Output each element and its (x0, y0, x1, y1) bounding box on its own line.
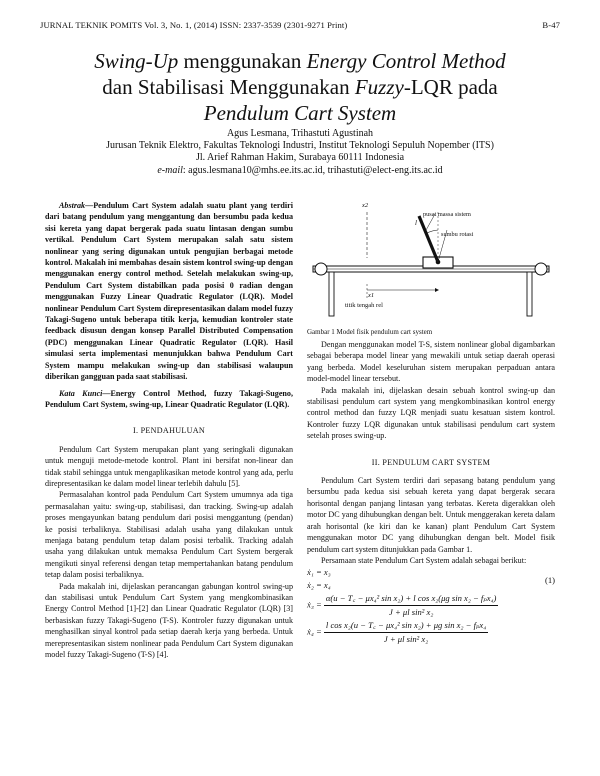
email-label: e-mail (157, 164, 183, 176)
pendulum-rod (419, 216, 438, 262)
title-line2a: dan Stabilisasi Menggunakan (102, 75, 355, 99)
intro-paragraph-3: Pada makalah ini, dijelaskan perancangan gabungan kontrol swing-up dan stabilisasi untuk Pendulum Cart System yang mengkombinasikan Energy Control Method [1]-[2] dan Linear Quadratic Regulator (LQR) [3] berbasiskan fuzzy Takagi-Sugeno (T-S). Kontroler fuzzy digunakan untuk menghasilkan sinyal kontrol pada setiap daerah kerja yang berbeda. Untuk merepresentasikan sistem nonlinear pada Pendulum Cart System digunakan model fuzzy Takagi-Sugeno (T-S) [4]. (45, 581, 293, 660)
equation-number: (1) (544, 575, 555, 586)
eq-x1dot: ẋ₁ = x₃ (307, 567, 331, 578)
label-titik-tengah: titik tengah rel (345, 302, 383, 309)
title-ecm: Energy Control Method (306, 49, 506, 73)
title-menggunakan: menggunakan (178, 49, 307, 73)
label-x1: x1 (368, 292, 375, 299)
intro-paragraph-1: Pendulum Cart System merupakan plant yang seringkali digunakan untuk menguji metode-metode kontrol. Plant ini bersifat non-linear dan tidak stabil sehingga untuk mengaplikasikan metode kontrol yang ada, perlu direpresentasikan ke dalam model linear terlebih dahulu [5]. (45, 444, 293, 488)
figure-1 (307, 200, 555, 328)
eq-x3dot (307, 592, 555, 619)
abstract (45, 200, 293, 383)
eq3-numerator: α(u − T꜀ − μx₄² sin x₂) + l cos x₂(μg sin x₂ − fₚx₄) (324, 592, 499, 606)
label-sumbu-rotasi: sumbu rotasi (441, 231, 474, 238)
email[interactable]: : agus.lesmana10@mhs.ee.its.ac.id, trihastuti@elect-eng.its.ac.id (182, 164, 443, 176)
email-line (40, 165, 560, 177)
keywords-label: Kata Kunci (59, 388, 103, 398)
keywords (45, 388, 293, 411)
title-swingup: Swing-Up (94, 49, 179, 73)
right-leg (527, 272, 532, 316)
eq4-denominator: J + μl sin² x₂ (383, 634, 429, 645)
affiliation: Jurusan Teknik Elektro, Fakultas Teknologi Industri, Institut Teknologi Sepuluh Nopember (ITS) (106, 140, 494, 152)
eq4-lhs: ẋ₄ = (307, 626, 322, 637)
left-column (45, 200, 293, 660)
abstract-label: Abstrak (59, 201, 86, 210)
author-names: Agus Lesmana, Trihastuti Agustinah (226, 128, 374, 139)
equation-1 (307, 566, 555, 646)
eq-x2dot: ẋ₂ = x₄ (307, 580, 331, 591)
right-column (307, 200, 555, 646)
right-pulley (535, 263, 547, 275)
eq3-lhs: ẋ₃ = (307, 599, 322, 610)
title-fuzzy: Fuzzy (354, 75, 404, 99)
section2-paragraph-2: Persamaan state Pendulum Cart System adalah sebagai berikut: (321, 555, 527, 565)
right-paragraph-1: Dengan menggunakan model T-S, sistem nonlinear global digambarkan sebagai beberapa model linear yang mewakili untuk setiap daerah operasi yang berbeda. Model keseluruhan sistem merupakan perpaduan antara model-model linear tersebut. (307, 340, 555, 384)
section2-paragraph-1: Pendulum Cart System terdiri dari sepasang batang pendulum yang bersumbu pada kedua sisi sebuah kereta yang dapat bergerak secara horisontal dengan panjang lintasan yang terbatas. Kereta digerakkan oleh motor DC yang dihubungkan dengan belt. Untuk menggerakan kereta dalam arah horisontal (ke kiri dan ke kanan) plant Pendulum Cart System menggunakan motor DC yang dihubungkan dengan belt. Model fisik pendulum cart system ditunjukkan pada Gambar 1. (307, 476, 555, 554)
label-pusat-massa: pusat massa sistem (423, 211, 471, 218)
eq3-denominator: J + μl sin² x₂ (389, 607, 434, 618)
address: Jl. Arief Rahman Hakim, Surabaya 60111 Indonesia (195, 152, 405, 164)
running-header (40, 20, 560, 30)
paper-title (40, 48, 560, 126)
eq4-numerator: l cos x₂(u − T꜀ − μx₄² sin x₂) + μg sin x₂ − fₚx₄ (324, 619, 488, 633)
figure-caption: Gambar 1 Model fisik pendulum cart system (307, 328, 433, 336)
page-number: B-47 (542, 20, 560, 30)
abstract-text: —Pendulum Cart System adalah suatu plant yang terdiri dari batang pendulum yang menggantung dan bersumbu pada kedua sisi kereta yang dapat bergerak pada suatu lintasan dengan sumbu vertikal. Pendulum Cart System merupakan salah satu sistem nonlinear yang sering digunakan untuk pengujian berbagai metode kontrol. Makalah ini membahas desain sistem kontrol swing-up dengan menggunakan energy control method. Setelah melakukan swing-up, Pendulum Cart System distabilkan pada posisi 0 radian dengan menggunakan Fuzzy Linear Quadratic Regulator (LQR). Model nonlinear Pendulum Cart System direpresentasikan dalam model fuzzy Takagi-Sugeno untuk beberapa titik kerja, kemudian kontroler state feedback disusun dengan konsep Parallel Distributed Compensation (PDC) menggunakan Linear Quadratic Regulator (LQR). Hasil simulasi serta implementasi menunjukkan bahwa Pendulum Cart System mampu melakukan swing-up dan stabilisasi walaupun diberikan gangguan pada saat stabilisasi. (45, 201, 293, 382)
label-l: l (415, 219, 417, 227)
section-heading-1: I. PENDAHULUAN (132, 426, 206, 436)
title-line3: Pendulum Cart System (203, 101, 397, 125)
title-line2c: -LQR pada (403, 75, 498, 99)
left-pulley (315, 263, 327, 275)
journal-info: JURNAL TEKNIK POMITS Vol. 3, No. 1, (2014) ISSN: 2337-3539 (2301-9271 Print) (40, 20, 348, 30)
section-heading-2: II. PENDULUM CART SYSTEM (371, 457, 491, 467)
keywords-text: —Energy Control Method, fuzzy Takagi-Sugeno, Pendulum Cart System, swing-up, Linear Quadratic Regulator (LQR). (45, 388, 293, 409)
label-x2: x2 (362, 202, 369, 209)
intro-paragraph-2: Permasalahan kontrol pada Pendulum Cart System umumnya ada tiga permasalahan yaitu: swing-up, stabilisasi, dan tracking. Swing-up adalah proses mengayunkan batang pendulum dari posisi menggantung (pendan) ke posisi terbaliknya. Stabilisasi adalah usaha yang dilakukan untuk menjaga batang pendulum tetap dalam posisi terbalik. Tracking adalah usaha yang dilakukan untuk memaksa Pendulum Cart System bergerak mengikuti sinyal referensi dengan tetap mempertahankan batang pendulum tetap dalam posisi terbaliknya. (45, 490, 293, 580)
author-block (40, 128, 560, 177)
left-leg (329, 272, 334, 316)
right-paragraph-2: Pada makalah ini, dijelaskan desain sebuah kontrol swing-up dan stabilisasi pendulum cart system yang mengkombinasikan kontrol energy control method dan fuzzy LQR menjadi suatu kesatuan sistem kontrol. Kontroler fuzzy LQR digunakan untuk stabilisasi pendulum cart system setelah proses swing-up. (307, 385, 555, 441)
